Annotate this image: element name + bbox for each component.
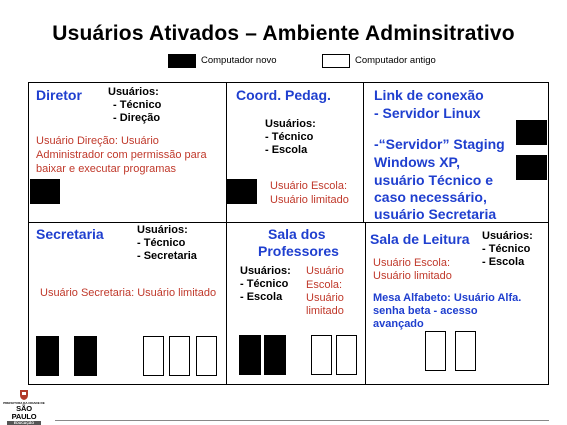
coord-note-1: Usuário Escola:	[270, 180, 348, 192]
secretaria-computer-old-3	[196, 336, 217, 376]
secretaria-heading: Secretaria	[36, 226, 104, 242]
sao-paulo-logo	[3, 389, 45, 423]
sala-leitura-users-label: Usuários:	[482, 230, 533, 242]
sala-prof-computer-new-1	[239, 335, 261, 375]
sala-prof-computer-new-2	[264, 335, 286, 375]
sala-leitura-user-tecnico: - Técnico	[482, 243, 531, 255]
diretor-note-2: Administrador com permissão para	[36, 149, 207, 161]
secretaria-users-label: Usuários:	[137, 224, 188, 236]
sala-leitura-mesa-3: avançado	[373, 318, 424, 330]
logo-line-1: PREFEITURA DA CIDADE DE	[3, 401, 45, 405]
coord-note-2: Usuário limitado	[270, 194, 349, 206]
coord-heading: Coord. Pedag.	[236, 87, 331, 103]
legend-new-swatch	[168, 54, 196, 68]
link-body-1: -“Servidor” Staging	[374, 136, 505, 152]
sala-leitura-note-2: Usuário limitado	[373, 270, 452, 282]
grid-divider-v3	[365, 222, 366, 385]
coord-user-escola: - Escola	[265, 144, 308, 156]
link-computer-new-2	[516, 155, 547, 180]
grid-divider-v1	[226, 82, 227, 385]
coord-user-tecnico: - Técnico	[265, 131, 314, 143]
sala-leitura-user-escola: - Escola	[482, 256, 525, 268]
link-computer-new-1	[516, 120, 547, 145]
link-heading-1: Link de conexão	[374, 87, 484, 103]
diretor-user-direcao: - Direção	[113, 112, 161, 124]
diretor-user-tecnico: - Técnico	[113, 99, 162, 111]
secretaria-computer-new-2	[74, 336, 97, 376]
footer-divider	[55, 420, 549, 421]
sala-leitura-computer-old-2	[455, 331, 476, 371]
diretor-users-label: Usuários:	[108, 86, 159, 98]
grid-divider-h	[28, 222, 549, 223]
logo-line-2: SÃO PAULO	[11, 404, 37, 421]
city-crest-icon	[18, 389, 30, 401]
link-body-5: usuário Secretaria	[374, 206, 497, 222]
diretor-heading: Diretor	[36, 87, 82, 103]
logo-line-3: EDUCAÇÃO	[7, 421, 41, 425]
link-body-4: caso necessário,	[374, 189, 487, 205]
legend-new-label: Computador novo	[201, 55, 277, 66]
secretaria-user-secretaria: - Secretaria	[137, 250, 197, 262]
secretaria-computer-new-1	[36, 336, 59, 376]
page-title: Usuários Ativados – Ambiente Adminsitrativo	[52, 22, 515, 45]
sala-prof-note-1: Usuário	[306, 265, 344, 277]
legend-old-label: Computador antigo	[355, 55, 436, 66]
grid-divider-v2	[363, 82, 364, 222]
diretor-computer-new	[30, 179, 60, 204]
legend-old-swatch	[322, 54, 350, 68]
secretaria-computer-old-2	[169, 336, 190, 376]
sala-prof-user-escola: - Escola	[240, 291, 283, 303]
coord-computer-new	[227, 179, 257, 204]
secretaria-note: Usuário Secretaria: Usuário limitado	[40, 287, 217, 299]
sala-prof-heading-2: Professores	[258, 243, 339, 259]
link-body-2: Windows XP,	[374, 154, 460, 170]
sala-prof-note-4: limitado	[306, 305, 344, 317]
coord-users-label: Usuários:	[265, 118, 316, 130]
sala-prof-heading-1: Sala dos	[268, 226, 326, 242]
sala-leitura-mesa-2: senha beta - acesso	[373, 305, 478, 317]
sala-prof-computer-old-1	[311, 335, 332, 375]
sala-leitura-heading: Sala de Leitura	[370, 231, 470, 247]
sala-leitura-computer-old-1	[425, 331, 446, 371]
sala-prof-user-tecnico: - Técnico	[240, 278, 289, 290]
diretor-note-3: baixar e executar programas	[36, 163, 177, 175]
sala-prof-users-label: Usuários:	[240, 265, 291, 277]
sala-prof-computer-old-2	[336, 335, 357, 375]
link-heading-2: - Servidor Linux	[374, 105, 481, 121]
sala-leitura-mesa-1: Mesa Alfabeto: Usuário Alfa.	[373, 292, 522, 304]
sala-leitura-note-1: Usuário Escola:	[373, 257, 451, 269]
diretor-note-1: Usuário Direção: Usuário	[36, 135, 159, 147]
secretaria-user-tecnico: - Técnico	[137, 237, 186, 249]
sala-prof-note-2: Escola:	[306, 279, 343, 291]
sala-prof-note-3: Usuário	[306, 292, 344, 304]
link-body-3: usuário Técnico e	[374, 172, 494, 188]
secretaria-computer-old-1	[143, 336, 164, 376]
